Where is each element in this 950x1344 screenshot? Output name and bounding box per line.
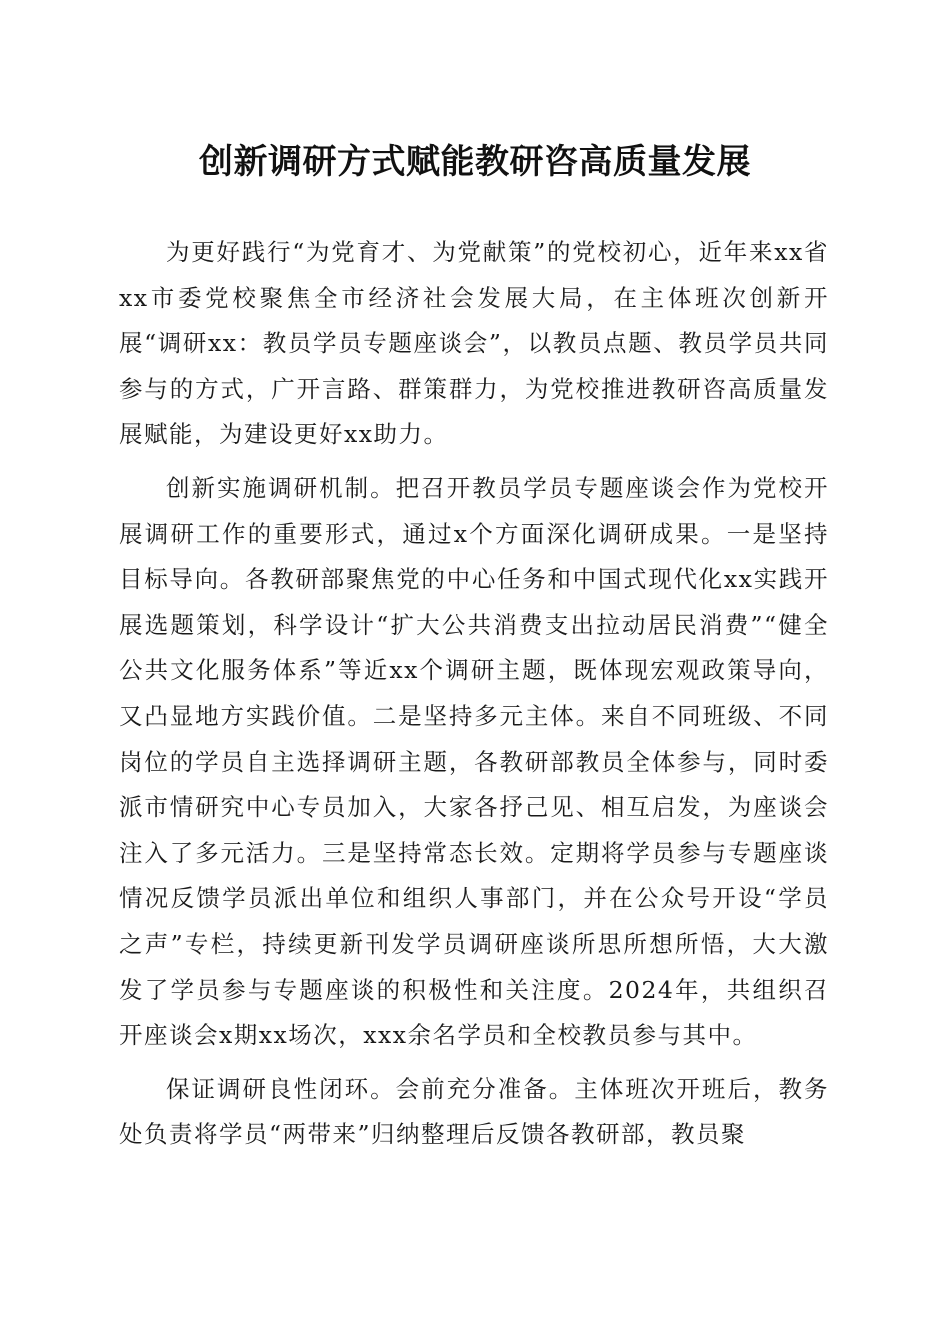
paragraph-intro: 为更好践行“为党育才、为党献策”的党校初心，近年来xx省xx市委党校聚焦全市经济社会发展大局，在主体班次创新开展“调研xx：教员学员专题座谈会”，以教员点题、教员学员共同参与的方式，广开言路、群策群力，为党校推进教研咨高质量发展赋能，为建设更好xx助力。 <box>119 238 829 449</box>
document-body <box>119 230 829 1158</box>
paragraph-research-loop: 保证调研良性闭环。会前充分准备。主体班次开班后，教务处负责将学员“两带来”归纳整理后反馈各教研部，教员聚 <box>119 1074 829 1149</box>
document-title: 创新调研方式赋能教研咨高质量发展 <box>199 142 751 182</box>
paragraph-research-mechanism: 创新实施调研机制。把召开教员学员专题座谈会作为党校开展调研工作的重要形式，通过x个方面深化调研成果。一是坚持目标导向。各教研部聚焦党的中心任务和中国式现代化xx实践开展选题策划，科学设计“扩大公共消费支出拉动居民消费”“健全公共文化服务体系”等近xx个调研主题，既体现宏观政策导向，又凸显地方实践价值。二是坚持多元主体。来自不同班级、不同岗位的学员自主选择调研主题，各教研部教员全体参与，同时委派市情研究中心专员加入，大家各抒己见、相互启发，为座谈会注入了多元活力。三是坚持常态长效。定期将学员参与专题座谈情况反馈学员派出单位和组织人事部门，并在公众号开设“学员之声”专栏，持续更新刊发学员调研座谈所思所想所悟，大大激发了学员参与专题座谈的积极性和关注度。2024年，共组织召开座谈会x期xx场次，xxx余名学员和全校教员参与其中。 <box>119 473 829 1050</box>
